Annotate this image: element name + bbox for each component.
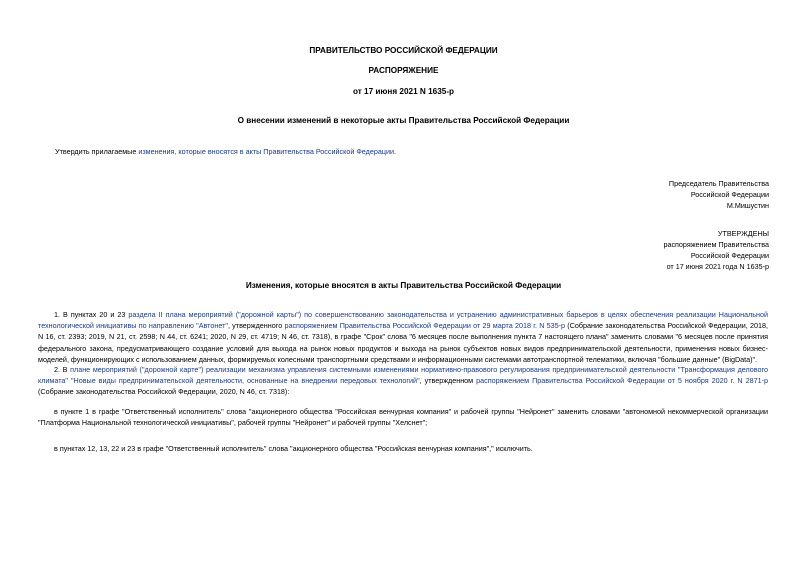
p1-text-1: 1. В пунктах 20 и 23 — [54, 310, 129, 319]
approve-paragraph — [55, 147, 396, 156]
p2-text-1: 2. В — [54, 365, 71, 374]
approve-text: Утвердить прилагаемые — [55, 147, 139, 156]
paragraph-4 — [38, 443, 768, 454]
document-title: О внесении изменений в некоторые акты Правительства Российской Федерации — [237, 116, 570, 125]
paragraph-1 — [38, 309, 768, 365]
paragraph-2 — [38, 364, 768, 398]
approved-country: Российской Федерации — [690, 251, 769, 260]
approved-date: от 17 июня 2021 года N 1635-р — [666, 262, 769, 271]
approve-end: . — [393, 147, 396, 156]
p1-roadmap-link[interactable]: раздела II плана мероприятий ("дорожной карты") по совершенствованию законодательства и устранению административных барьеров в целях обеспечения реализации Национальной технологической инициативы по направлению "Автонет" — [38, 310, 768, 331]
p2-text-2: , утвержденном — [419, 376, 477, 386]
approved-by: распоряжением Правительства — [663, 240, 769, 249]
government-heading: ПРАВИТЕЛЬСТВО РОССИЙСКОЙ ФЕДЕРАЦИИ — [309, 46, 498, 55]
p3-text: в пункте 1 в графе "Ответственный исполнитель" слова "акционерного общества "Российская венчурная компания" и рабочей группы "Нейронет" заменить словами "автономной некоммерческой организации "Платформа Национальной технологической инициативы", рабочей группы "Нейронет" и рабочей группы "Хелснет"; — [38, 407, 768, 428]
date-number-heading: от 17 июня 2021 N 1635-р — [352, 87, 455, 96]
changes-title: Изменения, которые вносятся в акты Правительства Российской Федерации — [245, 281, 562, 290]
p4-text: в пунктах 12, 13, 22 и 23 в графе "Ответственный исполнитель" слова "акционерного общества "Российская венчурная компания"," исключить. — [54, 444, 533, 453]
signer-name: М.Мишустин — [726, 201, 769, 210]
changes-link[interactable]: изменения, которые вносятся в акты Правительства Российской Федерации — [138, 147, 394, 156]
signer-country: Российской Федерации — [690, 190, 769, 199]
p1-text-3: (Собрание законодательства Российской Федерации, 2018, N 16, ст. 2393; 2019, N 21, ст. 2598; N 44, ст. 6241; 2020, N 29, ст. 4719; N 46, ст. 7318), в графе "Срок" слова "6 месяцев после выполнения пункта 7 настоящего плана" заменить словами "6 месяцев после принятия федерального закона, предусматривающего создание условий для выхода на рынок новых продуктов и выхода на рынок субъектов новых видов предпринимательской деятельности, применения новых бизнес-моделей, функционирующих с использованием данных, формируемых колесными транспортными средствами и информационными системами автотранспортной телематики, включая "большие данные" (BigData)". — [38, 321, 768, 364]
p1-order-link[interactable]: распоряжением Правительства Российской Федерации от 29 марта 2018 г. N 535-р — [284, 321, 566, 331]
p2-text-3: (Собрание законодательства Российской Федерации, 2020, N 46, ст. 7318): — [38, 387, 290, 397]
p2-plan-link[interactable]: плане мероприятий ("дорожной карте") реализации механизма управления системными изменениями нормативно-правового регулирования предпринимательской деятельности "Трансформация делового климата" "Новые виды предпринимательской деятельности, основанные на внедрении передовых технологий" — [38, 365, 768, 386]
approval-stamp — [663, 228, 769, 272]
paragraph-3 — [38, 406, 768, 428]
document-type-heading: РАСПОРЯЖЕНИЕ — [368, 66, 439, 75]
p1-text-2: , утвержденного — [227, 321, 285, 331]
p2-order-link[interactable]: распоряжением Правительства Российской Федерации от 5 ноября 2020 г. N 2871-р — [476, 376, 768, 386]
signer-position: Председатель Правительства — [668, 179, 769, 188]
signature-block — [669, 178, 769, 211]
approved-label: УТВЕРЖДЕНЫ — [717, 229, 769, 238]
